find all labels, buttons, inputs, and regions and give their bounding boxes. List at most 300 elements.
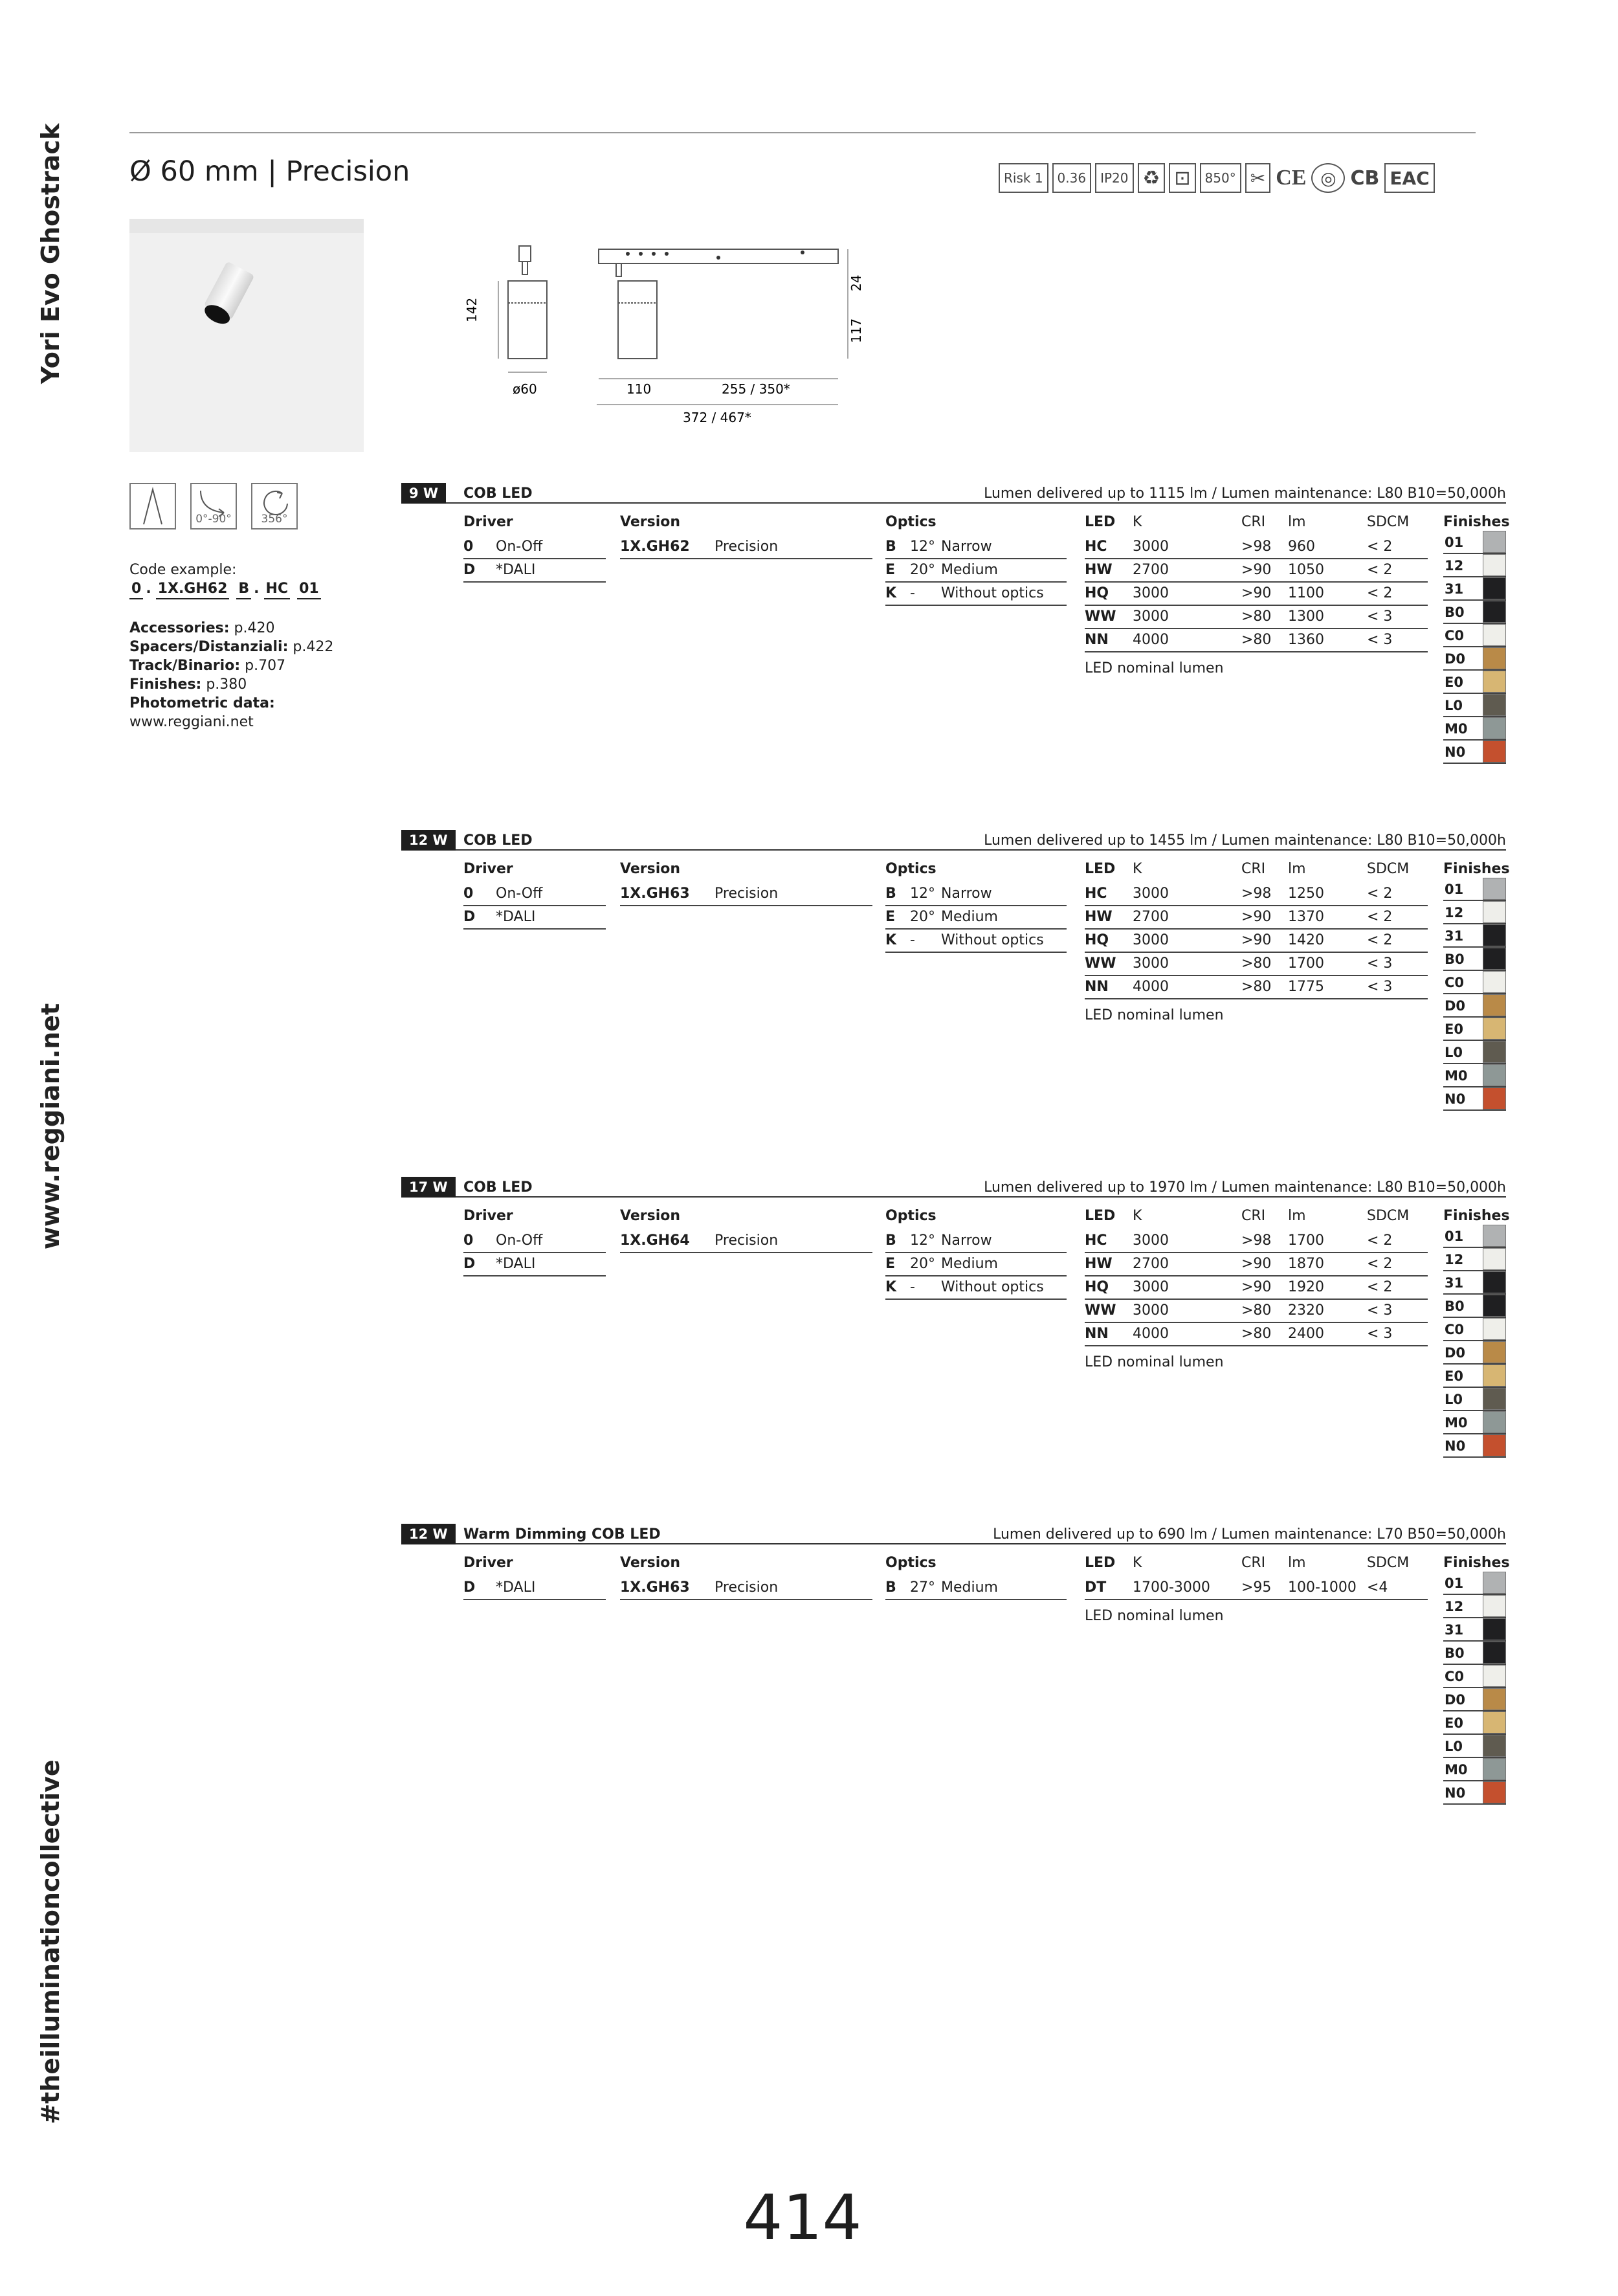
led-sdcm: < 3 xyxy=(1367,632,1393,648)
led-k: 3000 xyxy=(1133,585,1169,601)
finish-row[interactable] xyxy=(1443,1295,1506,1318)
watt-badge: 12 W xyxy=(401,1524,456,1544)
finish-row[interactable] xyxy=(1443,554,1506,577)
row-divider xyxy=(620,1252,872,1253)
version-code: 1X.GH63 xyxy=(620,1579,690,1596)
finish-code: E0 xyxy=(1445,674,1463,690)
finish-swatch xyxy=(1483,1248,1506,1270)
finish-code: C0 xyxy=(1445,1322,1465,1337)
finish-row[interactable] xyxy=(1443,1087,1506,1111)
finish-row[interactable] xyxy=(1443,1365,1506,1388)
optic-name: Narrow xyxy=(941,886,992,902)
led-cri: >80 xyxy=(1241,1326,1272,1342)
finish-swatch xyxy=(1483,1341,1506,1363)
dim-255: 255 / 350* xyxy=(722,381,790,397)
led-cri: >98 xyxy=(1241,886,1272,902)
led-cri: >80 xyxy=(1241,608,1272,625)
driver-header: Driver xyxy=(463,861,513,877)
product-section xyxy=(401,483,1510,819)
version-name: Precision xyxy=(715,1232,779,1249)
led-code: HW xyxy=(1085,909,1113,925)
optic-code: B xyxy=(885,539,896,555)
finish-row[interactable] xyxy=(1443,694,1506,717)
version-code: 1X.GH64 xyxy=(620,1232,690,1249)
optic-angle: 12° xyxy=(910,539,935,555)
driver-code: D xyxy=(463,1579,476,1596)
led-k: 3000 xyxy=(1133,955,1169,972)
finish-code: 12 xyxy=(1445,558,1464,574)
tilt-icon: 0°-90° xyxy=(190,483,237,529)
finish-swatch xyxy=(1483,1411,1506,1433)
finish-code: 01 xyxy=(1445,1576,1464,1591)
led-lm: 100-1000 xyxy=(1288,1579,1357,1596)
finish-swatch xyxy=(1483,1665,1506,1687)
led-cri: >98 xyxy=(1241,539,1272,555)
finish-code: M0 xyxy=(1445,1415,1468,1431)
k-header: K xyxy=(1133,861,1142,877)
row-divider xyxy=(1085,651,1428,652)
row-divider xyxy=(463,1275,606,1276)
finish-code: C0 xyxy=(1445,628,1465,643)
led-cri: >90 xyxy=(1241,1256,1272,1272)
sdcm-header: SDCM xyxy=(1367,1555,1410,1571)
optic-code: K xyxy=(885,1279,897,1295)
led-lm: 1300 xyxy=(1288,608,1324,625)
finish-code: E0 xyxy=(1445,1021,1463,1037)
finish-swatch xyxy=(1483,1087,1506,1109)
cri-header: CRI xyxy=(1241,1208,1266,1224)
finish-code: B0 xyxy=(1445,1645,1465,1661)
version-header: Version xyxy=(620,1208,681,1224)
section-header xyxy=(401,1177,1506,1198)
finish-code: L0 xyxy=(1445,1392,1463,1407)
finish-row[interactable] xyxy=(1443,1041,1506,1064)
product-title: Ø 60 mm | Precision xyxy=(129,155,410,188)
spotlight-image xyxy=(203,261,254,320)
optic-angle: 27° xyxy=(910,1579,935,1596)
finish-row[interactable] xyxy=(1443,1018,1506,1041)
led-sdcm: <4 xyxy=(1367,1579,1388,1596)
k-header: K xyxy=(1133,1555,1142,1571)
row-divider xyxy=(885,558,1067,559)
side-website[interactable]: www.reggiani.net xyxy=(36,1003,65,1250)
optics-header: Optics xyxy=(885,514,936,530)
row-divider xyxy=(1085,1322,1428,1323)
led-name: COB LED xyxy=(463,485,533,502)
finish-swatch xyxy=(1483,554,1506,576)
led-header: LED xyxy=(1085,1208,1116,1224)
product-section xyxy=(401,1524,1510,1860)
technical-drawing xyxy=(453,240,867,434)
row-divider xyxy=(885,1599,1067,1600)
row-divider xyxy=(463,581,606,583)
finish-row[interactable] xyxy=(1443,1758,1506,1781)
finish-swatch xyxy=(1483,741,1506,763)
led-cri: >90 xyxy=(1241,932,1272,948)
finish-swatch xyxy=(1483,948,1506,970)
led-cri: >98 xyxy=(1241,1232,1272,1249)
finish-row[interactable] xyxy=(1443,1318,1506,1341)
led-lm: 2320 xyxy=(1288,1302,1324,1319)
finish-code: 31 xyxy=(1445,1622,1464,1638)
led-sdcm: < 2 xyxy=(1367,585,1393,601)
optic-code: B xyxy=(885,1579,896,1596)
finish-row[interactable] xyxy=(1443,1411,1506,1434)
finish-code: M0 xyxy=(1445,1068,1468,1084)
row-divider xyxy=(885,605,1067,606)
led-nominal-note: LED nominal lumen xyxy=(1085,660,1224,676)
page-number: 414 xyxy=(743,2181,862,2254)
finish-row[interactable] xyxy=(1443,1665,1506,1688)
section-header xyxy=(401,483,1506,504)
version-name: Precision xyxy=(715,886,779,902)
finish-code: N0 xyxy=(1445,1438,1466,1454)
rotation-icon: 356° xyxy=(251,483,298,529)
led-sdcm: < 2 xyxy=(1367,1232,1393,1249)
finish-row[interactable] xyxy=(1443,1642,1506,1665)
ce-icon: CE xyxy=(1276,166,1307,190)
k-header: K xyxy=(1133,1208,1142,1224)
finish-row[interactable] xyxy=(1443,1688,1506,1711)
led-sdcm: < 2 xyxy=(1367,1256,1393,1272)
finish-row[interactable] xyxy=(1443,741,1506,764)
led-header: LED xyxy=(1085,861,1116,877)
finish-code: 01 xyxy=(1445,535,1464,550)
side-hashtag: #theilluminationcollective xyxy=(36,1759,65,2124)
row-divider xyxy=(1085,1252,1428,1253)
watt-badge: 12 W xyxy=(401,830,456,851)
driver-name: On-Off xyxy=(496,1232,543,1249)
led-k: 3000 xyxy=(1133,1279,1169,1295)
driver-code: D xyxy=(463,909,476,925)
optic-code: E xyxy=(885,562,896,578)
led-code: HC xyxy=(1085,886,1107,902)
led-header: LED xyxy=(1085,1555,1116,1571)
finish-row[interactable] xyxy=(1443,577,1506,601)
led-code: WW xyxy=(1085,955,1116,972)
finish-row[interactable] xyxy=(1443,1618,1506,1642)
optic-name: Without optics xyxy=(941,932,1044,948)
led-k: 3000 xyxy=(1133,1232,1169,1249)
led-nominal-note: LED nominal lumen xyxy=(1085,1354,1224,1370)
driver-header: Driver xyxy=(463,1555,513,1571)
dim-height: 142 xyxy=(464,297,480,322)
code-example: 0 . 1X.GH62 B . HC 01 xyxy=(129,579,333,599)
led-nominal-note: LED nominal lumen xyxy=(1085,1007,1224,1023)
driver-code: D xyxy=(463,1256,476,1272)
cb-icon: CB xyxy=(1350,166,1380,190)
led-cri: >90 xyxy=(1241,585,1272,601)
lumen-info: Lumen delivered up to 1455 lm / Lumen maintenance: L80 B10=50,000h xyxy=(984,832,1506,849)
finish-swatch xyxy=(1483,601,1506,623)
finishes-ref: Finishes: p.380 xyxy=(129,676,247,693)
led-lm: 1420 xyxy=(1288,932,1324,948)
finish-swatch xyxy=(1483,878,1506,900)
optic-angle: - xyxy=(910,1279,915,1295)
finish-code: 01 xyxy=(1445,1229,1464,1244)
optic-name: Without optics xyxy=(941,1279,1044,1295)
row-divider xyxy=(885,952,1067,953)
row-divider xyxy=(1085,975,1428,976)
dim-372: 372 / 467* xyxy=(683,410,751,425)
driver-name: On-Off xyxy=(496,886,543,902)
finish-code: B0 xyxy=(1445,605,1465,620)
photometric-ref: Photometric data: xyxy=(129,695,275,711)
row-divider xyxy=(620,905,872,906)
finish-row[interactable] xyxy=(1443,1271,1506,1295)
finish-row[interactable] xyxy=(1443,531,1506,554)
led-k: 4000 xyxy=(1133,1326,1169,1342)
row-divider xyxy=(463,928,606,930)
optic-code: B xyxy=(885,1232,896,1249)
finish-code: 12 xyxy=(1445,1599,1464,1614)
led-lm: 1870 xyxy=(1288,1256,1324,1272)
finish-code: 12 xyxy=(1445,905,1464,920)
led-code: HQ xyxy=(1085,585,1109,601)
row-divider xyxy=(1085,581,1428,583)
finish-row[interactable] xyxy=(1443,1711,1506,1735)
row-divider xyxy=(1085,1298,1428,1300)
spacers-ref: Spacers/Distanziali: p.422 xyxy=(129,639,334,655)
enec-icon: ◎ xyxy=(1311,163,1345,193)
cri-header: CRI xyxy=(1241,1555,1266,1571)
led-sdcm: < 3 xyxy=(1367,979,1393,995)
led-lm: 2400 xyxy=(1288,1326,1324,1342)
dim-body: 117 xyxy=(848,318,864,343)
row-divider xyxy=(620,1599,872,1600)
risk-icon: Risk 1 xyxy=(999,163,1048,193)
finish-swatch xyxy=(1483,901,1506,923)
optics-header: Optics xyxy=(885,1555,936,1571)
driver-name: *DALI xyxy=(496,1256,536,1272)
lumen-info: Lumen delivered up to 1970 lm / Lumen maintenance: L80 B10=50,000h xyxy=(984,1179,1506,1196)
optic-angle: 20° xyxy=(910,562,935,578)
version-name: Precision xyxy=(715,1579,779,1596)
driver-code: 0 xyxy=(463,539,474,555)
finish-row[interactable] xyxy=(1443,1781,1506,1805)
finish-swatch xyxy=(1483,994,1506,1016)
led-name: COB LED xyxy=(463,1179,533,1196)
finish-row[interactable] xyxy=(1443,647,1506,671)
row-divider xyxy=(463,905,606,906)
finish-code: L0 xyxy=(1445,1739,1463,1754)
finish-swatch xyxy=(1483,1271,1506,1293)
led-sdcm: < 2 xyxy=(1367,1279,1393,1295)
row-divider xyxy=(1085,998,1428,999)
optic-name: Medium xyxy=(941,562,998,578)
led-lm: 1775 xyxy=(1288,979,1324,995)
glow-wire-icon: 850° xyxy=(1200,163,1241,193)
finish-code: N0 xyxy=(1445,744,1466,760)
section-header xyxy=(401,830,1506,851)
finish-swatch xyxy=(1483,1365,1506,1387)
finish-code: E0 xyxy=(1445,1715,1463,1731)
led-k: 4000 xyxy=(1133,979,1169,995)
led-code: HW xyxy=(1085,1256,1113,1272)
finish-code: 12 xyxy=(1445,1252,1464,1267)
website-link[interactable]: www.reggiani.net xyxy=(129,714,254,730)
led-code: HQ xyxy=(1085,932,1109,948)
side-title: Yori Evo Ghostrack xyxy=(36,123,65,385)
finish-row[interactable] xyxy=(1443,1225,1506,1248)
top-divider xyxy=(129,132,1476,133)
optic-name: Narrow xyxy=(941,1232,992,1249)
row-divider xyxy=(885,1298,1067,1300)
led-lm: 1700 xyxy=(1288,955,1324,972)
lumen-info: Lumen delivered up to 690 lm / Lumen maintenance: L70 B50=50,000h xyxy=(993,1526,1506,1543)
led-code: WW xyxy=(1085,608,1116,625)
led-sdcm: < 3 xyxy=(1367,1326,1393,1342)
code-example-label: Code example: xyxy=(129,562,237,578)
finish-row[interactable] xyxy=(1443,901,1506,924)
version-header: Version xyxy=(620,861,681,877)
finish-row[interactable] xyxy=(1443,994,1506,1018)
finish-swatch xyxy=(1483,694,1506,716)
finish-swatch xyxy=(1483,1618,1506,1640)
finish-swatch xyxy=(1483,671,1506,693)
finish-code: L0 xyxy=(1445,1045,1463,1060)
finish-swatch xyxy=(1483,1041,1506,1063)
led-lm: 1360 xyxy=(1288,632,1324,648)
finish-row[interactable] xyxy=(1443,601,1506,624)
finish-swatch xyxy=(1483,1388,1506,1410)
driver-name: *DALI xyxy=(496,562,536,578)
finish-row[interactable] xyxy=(1443,1434,1506,1458)
k-header: K xyxy=(1133,514,1142,530)
row-divider xyxy=(1085,905,1428,906)
finish-row[interactable] xyxy=(1443,717,1506,741)
led-k: 3000 xyxy=(1133,886,1169,902)
led-code: HC xyxy=(1085,1232,1107,1249)
lm-header: lm xyxy=(1288,514,1306,530)
finish-code: N0 xyxy=(1445,1091,1466,1107)
driver-name: *DALI xyxy=(496,909,536,925)
optic-angle: 12° xyxy=(910,886,935,902)
led-cri: >80 xyxy=(1241,632,1272,648)
product-photo xyxy=(129,219,364,452)
lm-header: lm xyxy=(1288,1208,1306,1224)
finish-swatch xyxy=(1483,624,1506,646)
finish-row[interactable] xyxy=(1443,1735,1506,1758)
optic-name: Without optics xyxy=(941,585,1044,601)
row-divider xyxy=(885,905,1067,906)
row-divider xyxy=(463,558,606,559)
finishes-header: Finishes xyxy=(1443,1208,1510,1224)
finish-row[interactable] xyxy=(1443,1248,1506,1271)
driver-name: *DALI xyxy=(496,1579,536,1596)
recycle-icon: ♻ xyxy=(1138,163,1166,193)
led-sdcm: < 3 xyxy=(1367,955,1393,972)
led-lm: 960 xyxy=(1288,539,1315,555)
ip-rating-icon: IP20 xyxy=(1095,163,1133,193)
optic-name: Medium xyxy=(941,1579,998,1596)
finish-row[interactable] xyxy=(1443,948,1506,971)
optic-name: Medium xyxy=(941,909,998,925)
finish-code: D0 xyxy=(1445,1345,1466,1361)
weight-icon: 0.36 xyxy=(1052,163,1092,193)
row-divider xyxy=(885,1252,1067,1253)
dim-diameter: ø60 xyxy=(513,381,537,397)
finish-row[interactable] xyxy=(1443,1572,1506,1595)
track-ref: Track/Binario: p.707 xyxy=(129,658,286,674)
row-divider xyxy=(1085,628,1428,629)
row-divider xyxy=(620,558,872,559)
led-code: DT xyxy=(1085,1579,1107,1596)
lm-header: lm xyxy=(1288,861,1306,877)
finish-row[interactable] xyxy=(1443,924,1506,948)
led-cri: >80 xyxy=(1241,979,1272,995)
finish-row[interactable] xyxy=(1443,1341,1506,1365)
sdcm-header: SDCM xyxy=(1367,861,1410,877)
driver-code: D xyxy=(463,562,476,578)
finish-row[interactable] xyxy=(1443,1388,1506,1411)
finish-swatch xyxy=(1483,924,1506,946)
optic-code: E xyxy=(885,1256,896,1272)
lumen-info: Lumen delivered up to 1115 lm / Lumen maintenance: L80 B10=50,000h xyxy=(984,485,1506,502)
led-k: 2700 xyxy=(1133,562,1169,578)
led-code: HQ xyxy=(1085,1279,1109,1295)
lm-header: lm xyxy=(1288,1555,1306,1571)
led-k: 2700 xyxy=(1133,1256,1169,1272)
finish-row[interactable] xyxy=(1443,878,1506,901)
finish-row[interactable] xyxy=(1443,624,1506,647)
led-name: Warm Dimming COB LED xyxy=(463,1526,661,1543)
cri-header: CRI xyxy=(1241,861,1266,877)
led-sdcm: < 2 xyxy=(1367,909,1393,925)
version-code: 1X.GH62 xyxy=(620,539,690,555)
left-info-panel xyxy=(129,561,333,731)
finish-swatch xyxy=(1483,1735,1506,1757)
finish-code: N0 xyxy=(1445,1785,1466,1801)
led-cri: >95 xyxy=(1241,1579,1272,1596)
finish-row[interactable] xyxy=(1443,1064,1506,1087)
row-divider xyxy=(1085,558,1428,559)
finish-swatch xyxy=(1483,1318,1506,1340)
finish-row[interactable] xyxy=(1443,671,1506,694)
row-divider xyxy=(1085,1275,1428,1276)
led-code: WW xyxy=(1085,1302,1116,1319)
led-lm: 1100 xyxy=(1288,585,1324,601)
finish-swatch xyxy=(1483,717,1506,739)
finish-swatch xyxy=(1483,1434,1506,1456)
led-sdcm: < 2 xyxy=(1367,539,1393,555)
led-sdcm: < 2 xyxy=(1367,562,1393,578)
led-code: NN xyxy=(1085,1326,1109,1342)
version-header: Version xyxy=(620,514,681,530)
finish-swatch xyxy=(1483,647,1506,669)
finish-row[interactable] xyxy=(1443,971,1506,994)
led-lm: 1700 xyxy=(1288,1232,1324,1249)
finish-swatch xyxy=(1483,1572,1506,1594)
watt-badge: 17 W xyxy=(401,1177,456,1198)
finish-row[interactable] xyxy=(1443,1595,1506,1618)
led-lm: 1050 xyxy=(1288,562,1324,578)
led-sdcm: < 3 xyxy=(1367,1302,1393,1319)
led-sdcm: < 2 xyxy=(1367,886,1393,902)
driver-header: Driver xyxy=(463,1208,513,1224)
optic-code: E xyxy=(885,909,896,925)
led-name: COB LED xyxy=(463,832,533,849)
led-code: NN xyxy=(1085,632,1109,648)
section-header xyxy=(401,1524,1506,1544)
eac-icon: EAC xyxy=(1384,163,1434,193)
finish-swatch xyxy=(1483,1225,1506,1247)
finish-code: 31 xyxy=(1445,1275,1464,1291)
led-cri: >90 xyxy=(1241,1279,1272,1295)
sdcm-header: SDCM xyxy=(1367,514,1410,530)
finishes-header: Finishes xyxy=(1443,1555,1510,1571)
finish-swatch xyxy=(1483,1758,1506,1780)
